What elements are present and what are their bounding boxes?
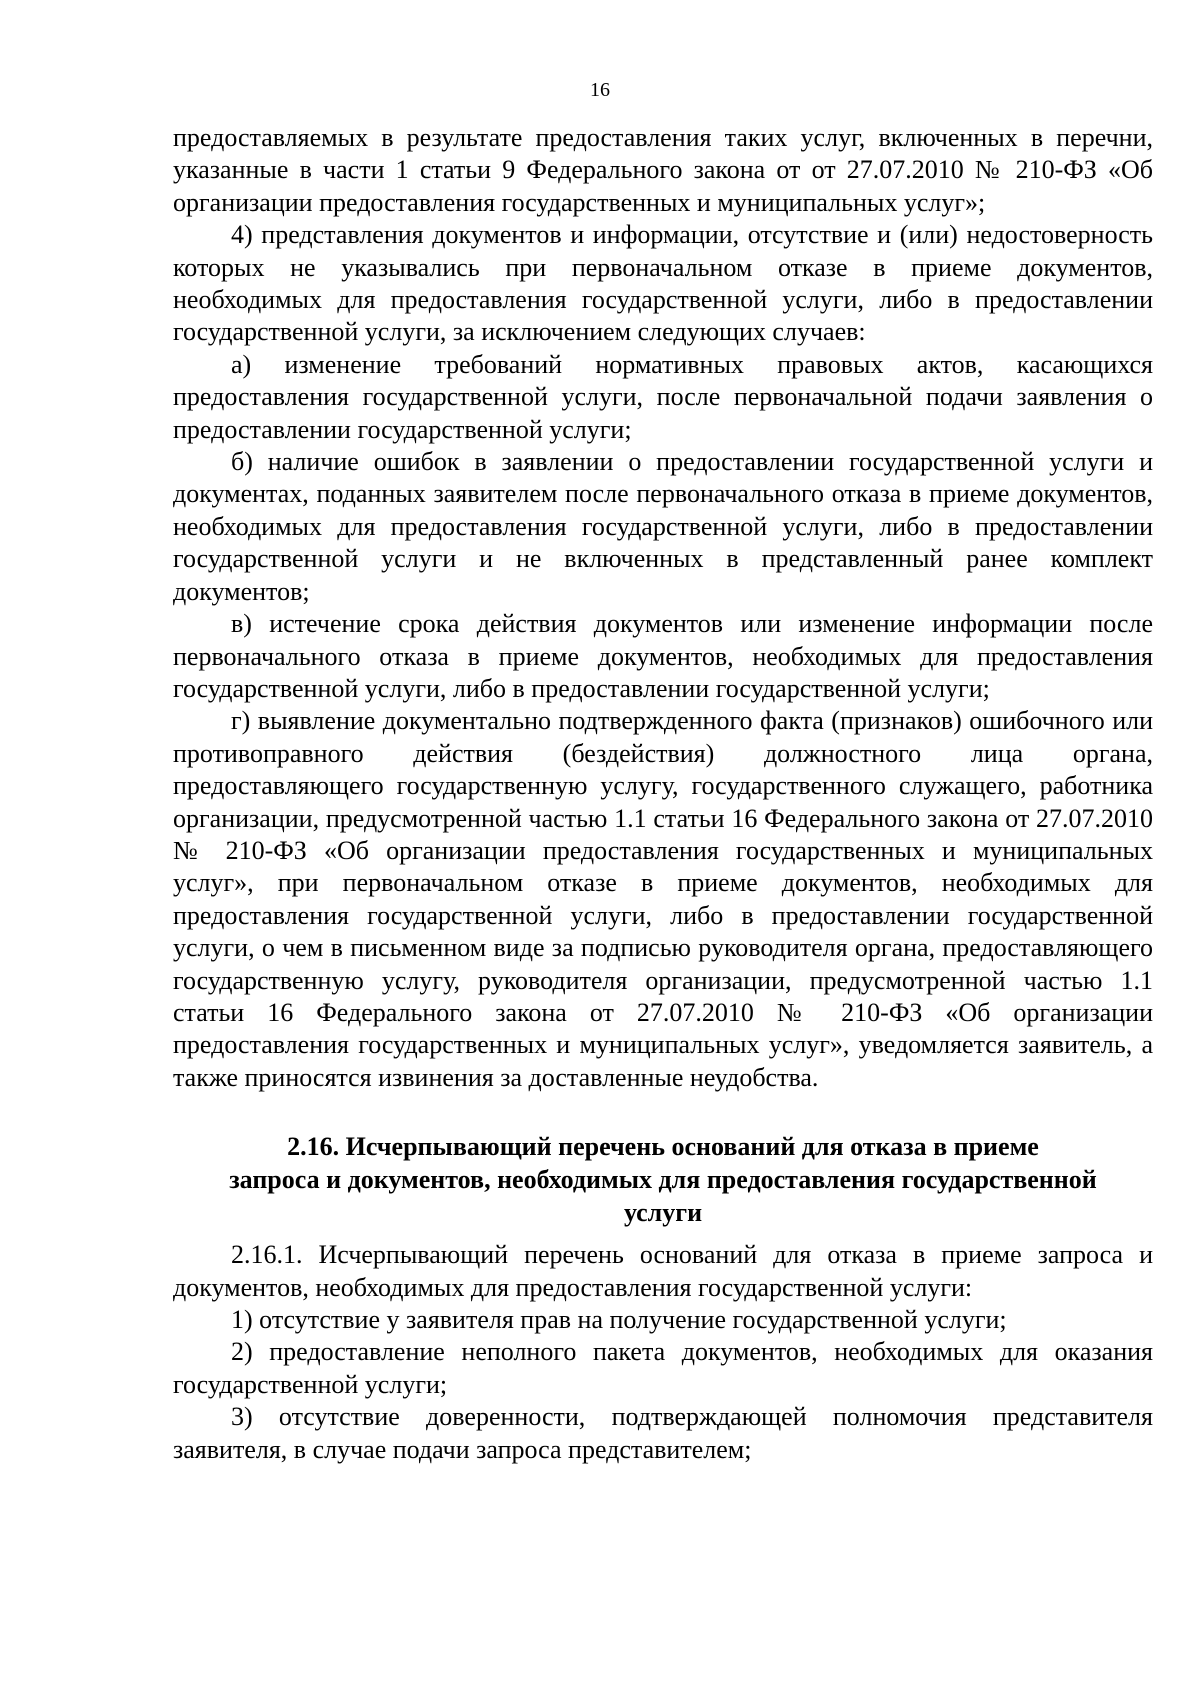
paragraph-item-v: в) истечение срока действия документов или изменение информации после первоначального отказа в приеме документов, необходимых для предоставления государственной услуги, либо в предоставлении государственной услуги; bbox=[173, 609, 1153, 703]
paragraph-continuation: предоставляемых в результате предоставления таких услуг, включенных в перечни, указанные в части 1 статьи 9 Федерального закона от от 27.07.2010 № 210-ФЗ «Об организации предоставления государственных и муниципальных услуг»; bbox=[173, 123, 1153, 217]
section-heading-line-3: услуги bbox=[623, 1198, 703, 1228]
paragraph-item-4: 4) представления документов и информации, отсутствие и (или) недостоверность которых не указывались при первоначальном отказе в приеме документов, необходимых для предоставления государственной услуги, либо в предоставлении государственной услуги, за исключением следующих случаев: bbox=[173, 220, 1153, 347]
paragraph-ground-2: 2) предоставление неполного пакета документов, необходимых для оказания государственной услуги; bbox=[173, 1337, 1153, 1399]
paragraph-ground-1: 1) отсутствие у заявителя прав на получение государственной услуги; bbox=[231, 1305, 1007, 1334]
section-heading bbox=[173, 1130, 1153, 1229]
document-body bbox=[173, 122, 1153, 1466]
paragraph-2-16-1: 2.16.1. Исчерпывающий перечень оснований для отказа в приеме запроса и документов, необходимых для предоставления государственной услуги: bbox=[173, 1240, 1153, 1302]
paragraph-item-b: б) наличие ошибок в заявлении о предоставлении государственной услуги и документах, поданных заявителем после первоначального отказа в приеме документов, необходимых для предоставления государственной услуги, либо в предоставлении государственной услуги и не включенных в представленный ранее комплект документов; bbox=[173, 447, 1153, 606]
section-heading-line-2: запроса и документов, необходимых для предоставления государственной bbox=[229, 1165, 1097, 1195]
page-number: 16 bbox=[590, 79, 610, 101]
paragraph-item-a: а) изменение требований нормативных правовых актов, касающихся предоставления государственной услуги, после первоначальной подачи заявления о предоставлении государственной услуги; bbox=[173, 349, 1153, 444]
paragraph-ground-3: 3) отсутствие доверенности, подтверждающей полномочия представителя заявителя, в случае подачи запроса представителем; bbox=[173, 1402, 1153, 1464]
paragraph-item-g: г) выявление документально подтвержденного факта (признаков) ошибочного или противоправного действия (бездействия) должностного лица органа, предоставляющего государственную услугу, государственного служащего, работника организации, предусмотренной частью 1.1 статьи 16 Федерального закона от 27.07.2010 № 210-ФЗ «Об организации предоставления государственных и муниципальных услуг», при первоначальном отказе в приеме документов, необходимых для предоставления государственной услуги, либо в предоставлении государственной услуги, о чем в письменном виде за подписью руководителя органа, предоставляющего государственную услугу, руководителя организации, предусмотренной частью 1.1 статьи 16 Федерального закона от 27.07.2010 № 210-ФЗ «Об организации предоставления государственных и муниципальных услуг», уведомляется заявитель, а также приносятся извинения за доставленные неудобства. bbox=[173, 706, 1153, 1092]
section-heading-line-1: 2.16. Исчерпывающий перечень оснований для отказа в приеме bbox=[287, 1132, 1039, 1162]
